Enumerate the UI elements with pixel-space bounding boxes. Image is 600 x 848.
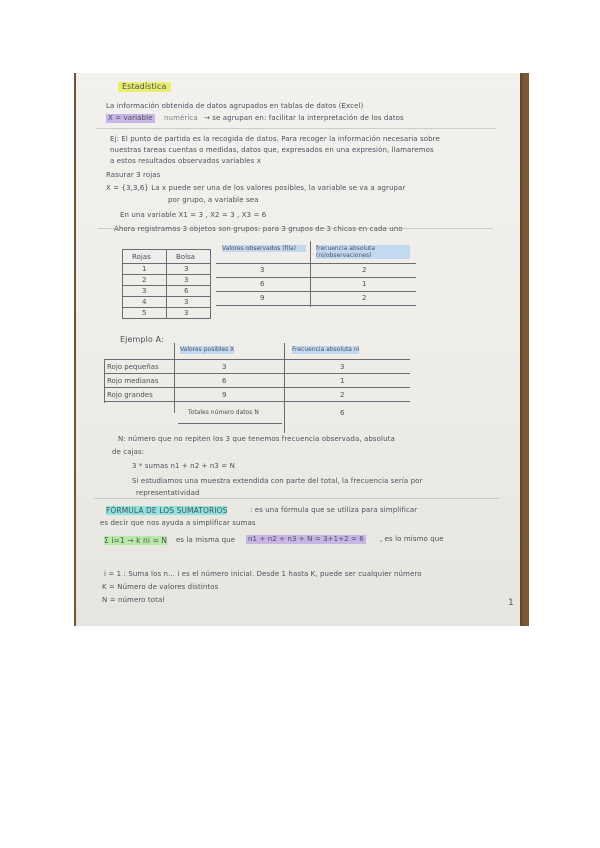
table-cell: 1	[340, 377, 345, 385]
text-line: de cajas:	[112, 448, 145, 456]
table-cell: 3	[184, 265, 189, 273]
table-cell: 9	[222, 391, 227, 399]
table-rojas-bolsa	[122, 249, 210, 319]
text-line-highlight: X = variable	[108, 114, 153, 122]
table-cell: 2	[362, 266, 367, 274]
text-line: : es una fórmula que se utiliza para simplificar	[250, 506, 418, 514]
table-row-label: Rojo pequeñas	[107, 363, 159, 371]
text-line: N = número total	[102, 596, 165, 604]
formula-heading: FÓRMULA DE LOS SUMATORIOS	[106, 506, 228, 515]
table-cell: 5	[142, 309, 147, 317]
table-header: Valores observados (fila)	[222, 245, 306, 252]
table-example-a	[104, 343, 410, 433]
table-header: Valores posibles X	[180, 346, 235, 353]
text-line: , es lo mismo que	[380, 535, 444, 543]
text-line: En una variable X1 = 3 , X2 = 3 , X3 = 6	[120, 211, 267, 219]
table-cell: 2	[340, 391, 345, 399]
text-line: N: número que no repiten los 3 que tenemos frecuencia observada, absoluta	[118, 435, 395, 443]
table-header: Bolsa	[176, 253, 195, 261]
table-cell: 3	[184, 309, 189, 317]
text-line: 3 * sumas n1 + n2 + n3 = N	[132, 462, 235, 470]
table-cell: 3	[184, 298, 189, 306]
table-total-label: Totales número datos N	[188, 409, 259, 416]
text-line: Rasurar 3 rojas	[106, 171, 161, 179]
table-header: Rojas	[132, 253, 151, 261]
table-cell: 2	[142, 276, 147, 284]
table-row-label: Rojo medianas	[107, 377, 159, 385]
text-line: por grupo, a variable sea	[168, 196, 259, 204]
text-line: i = 1 : Suma los n... i es el número inicial. Desde 1 hasta K, puede ser cualquier número	[104, 570, 422, 578]
table-total-value: 6	[340, 409, 345, 417]
formula-expansion: n1 + n2 + n3 + N = 3+1+2 = 6	[248, 535, 364, 543]
table-cell: 4	[142, 298, 147, 306]
text-line: X = {3,3,6} La x puede ser una de los valores posibles, la variable se va a agrupar	[106, 184, 406, 192]
table-cell: 9	[260, 294, 265, 302]
table-cell: 3	[340, 363, 345, 371]
notebook-page	[76, 73, 520, 626]
page-number: 1	[508, 598, 514, 608]
table-cell: 6	[260, 280, 265, 288]
text-line: a estos resultados observados variables x	[110, 157, 262, 165]
text-line: numérica	[164, 114, 198, 122]
table-cell: 1	[362, 280, 367, 288]
text-line: es decir que nos ayuda a simplificar sumas	[100, 519, 256, 527]
document-photo	[74, 73, 529, 626]
table-header: Frecuencia absoluta ni	[292, 346, 360, 353]
table-cell: 3	[142, 287, 147, 295]
table-cell: 3	[184, 276, 189, 284]
table-cell: 1	[142, 265, 147, 273]
text-line: La información obtenida de datos agrupados en tablas de datos (Excel)	[106, 102, 364, 110]
table-cell: 3	[222, 363, 227, 371]
table-cell: 3	[260, 266, 265, 274]
text-line: K = Número de valores distintos	[102, 583, 219, 591]
table-cell: 2	[362, 294, 367, 302]
text-line: Ahora registramos 3 objetos son grupos: para 3 grupos de 3 chicas en cada uno	[114, 225, 403, 233]
table-header: frecuencia absoluta (ni/observaciones)	[316, 245, 410, 259]
table-cell: 6	[184, 287, 189, 295]
table-row-label: Rojo grandes	[107, 391, 153, 399]
text-line: nuestras tareas cuentas o medidas, datos que, expresados en una expresión, llamaremos	[110, 146, 434, 154]
page-title: Estadística	[118, 82, 171, 92]
section-label: Ejemplo A:	[120, 335, 164, 344]
text-line: Si estudiamos una muestra extendida con parte del total, la frecuencia sería por	[132, 477, 423, 485]
text-line: Ej: El punto de partida es la recogida de datos. Para recoger la información necesaria sobre	[110, 135, 440, 143]
table-frequency	[216, 241, 416, 307]
formula-sum: Σ i=1 → k ni = N	[104, 536, 168, 545]
table-cell: 6	[222, 377, 227, 385]
text-line: es la misma que	[176, 536, 236, 544]
text-line: representatividad	[136, 489, 200, 497]
text-line: → se agrupan en: facilitar la interpretación de los datos	[204, 114, 404, 122]
